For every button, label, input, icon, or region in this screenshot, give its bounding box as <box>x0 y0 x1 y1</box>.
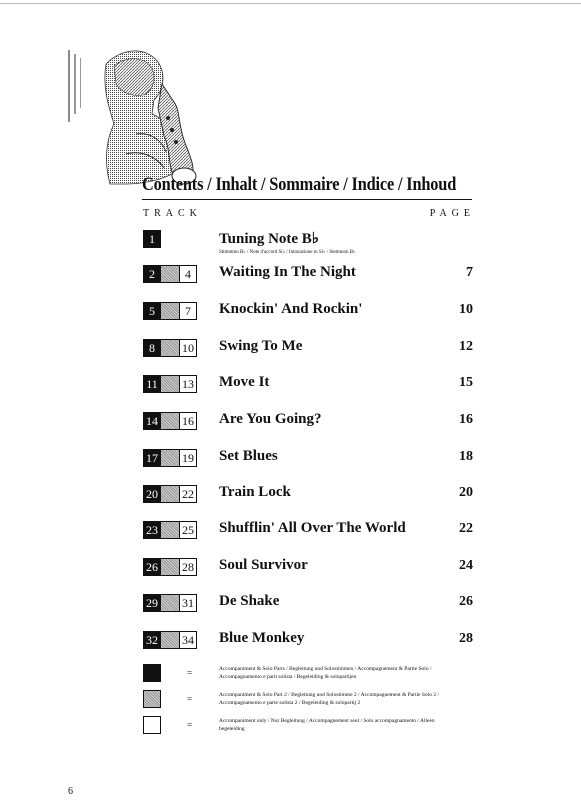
track-boxes <box>143 485 197 503</box>
entry-title: Set Blues <box>219 448 278 464</box>
track-middle-box <box>161 521 179 539</box>
track-column-label: TRACK <box>143 208 202 219</box>
entry-title: Soul Survivor <box>219 557 308 573</box>
page-column-label: PAGE <box>429 208 475 219</box>
entry-title: De Shake <box>219 593 280 609</box>
track-start-box: 20 <box>143 485 161 503</box>
track-start-box: 17 <box>143 449 161 467</box>
track-middle-box <box>161 449 179 467</box>
entry-page-number: 22 <box>459 521 473 536</box>
entry-page-number: 15 <box>459 375 473 390</box>
track-start-box: 14 <box>143 412 161 430</box>
track-middle-box <box>161 558 179 576</box>
track-middle-box <box>161 339 179 357</box>
track-middle-box <box>161 485 179 503</box>
track-end-box: 16 <box>179 412 197 430</box>
entry-title: Move It <box>219 374 270 390</box>
legend-text: Accompaniment & Solo Parts / Begleitung und Solostimmen / Accompagnement & Partie Solo / Accompagnamento e parti solista / Begeleiding & solopartijen <box>219 666 432 680</box>
contents-entry <box>143 339 473 359</box>
track-end-box: 25 <box>179 521 197 539</box>
page-folio: 6 <box>68 786 73 797</box>
track-start-box: 29 <box>143 594 161 612</box>
legend-swatch-black <box>143 664 161 682</box>
contents-entry <box>143 449 473 469</box>
entry-title: Train Lock <box>219 484 291 500</box>
heading-underline <box>142 199 472 200</box>
entry-page-number: 24 <box>459 558 473 573</box>
entry-title: Knockin' And Rockin' <box>219 301 363 317</box>
contents-entry <box>143 558 473 578</box>
track-middle-box <box>161 412 179 430</box>
contents-entry-tuning-note <box>143 230 473 255</box>
track-end-box: 31 <box>179 594 197 612</box>
contents-entry <box>143 375 473 395</box>
track-boxes <box>143 412 197 430</box>
entry-title: Are You Going? <box>219 411 322 427</box>
track-middle-box <box>161 302 179 320</box>
track-end-box: 4 <box>179 265 197 283</box>
legend-equals: = <box>187 668 193 678</box>
contents-entry <box>143 412 473 432</box>
top-edge-line <box>0 3 581 4</box>
entry-page-number: 10 <box>459 302 473 317</box>
track-end-box: 7 <box>179 302 197 320</box>
track-end-box: 19 <box>179 449 197 467</box>
legend-equals: = <box>187 694 193 704</box>
entry-title: Waiting In The Night <box>219 264 356 280</box>
entry-page-number: 7 <box>466 265 473 280</box>
track-middle-box <box>161 375 179 393</box>
legend-text: Accompaniment & Solo Part 2 / Begleitung und Solostimme 2 / Accompagnement & Partie Solo 2 / Accompagnamento e parte solista 2 / Begeleiding & solopartij 2 <box>219 692 439 706</box>
track-boxes <box>143 521 197 539</box>
track-end-box: 13 <box>179 375 197 393</box>
track-boxes <box>143 449 197 467</box>
entry-page-number: 12 <box>459 339 473 354</box>
entry-subtitle: Stimmton B♭ / Note d'accord Si♭ / Intonazione in Si♭ / Stemtoon B♭ <box>219 250 356 255</box>
track-end-box: 34 <box>179 631 197 649</box>
track-middle-box <box>161 631 179 649</box>
legend-swatch-gray <box>143 690 161 708</box>
saxophone-player-illustration <box>66 44 226 190</box>
legend-text: Accompaniment only / Nur Begleitung / Accompagnement seul / Solo accompagnamento / Alleen begeleiding <box>219 718 435 732</box>
legend-swatch-white <box>143 716 161 734</box>
track-boxes <box>143 265 197 283</box>
track-end-box: 28 <box>179 558 197 576</box>
track-middle-box <box>161 594 179 612</box>
track-start-box: 26 <box>143 558 161 576</box>
track-start-box: 32 <box>143 631 161 649</box>
entry-title: Shufflin' All Over The World <box>219 520 406 536</box>
contents-entry <box>143 594 473 614</box>
track-boxes <box>143 631 197 649</box>
track-boxes <box>143 302 197 320</box>
track-middle-box <box>161 265 179 283</box>
entry-title: Tuning Note B♭ <box>219 231 319 247</box>
entry-page-number: 16 <box>459 412 473 427</box>
entry-title: Blue Monkey <box>219 630 305 646</box>
entry-page-number: 28 <box>459 631 473 646</box>
entry-page-number: 20 <box>459 485 473 500</box>
track-start-box: 2 <box>143 265 161 283</box>
track-boxes <box>143 594 197 612</box>
track-start-box: 5 <box>143 302 161 320</box>
track-boxes <box>143 558 197 576</box>
track-boxes <box>143 230 161 248</box>
contents-entry <box>143 265 473 285</box>
contents-heading: Contents / Inhalt / Sommaire / Indice / Inhoud <box>142 174 457 195</box>
contents-entry <box>143 485 473 505</box>
track-start-box: 23 <box>143 521 161 539</box>
contents-entry <box>143 631 473 651</box>
track-boxes <box>143 375 197 393</box>
contents-entry <box>143 521 473 541</box>
contents-entry <box>143 302 473 322</box>
entry-page-number: 26 <box>459 594 473 609</box>
entry-title: Swing To Me <box>219 338 303 354</box>
track-start-box: 11 <box>143 375 161 393</box>
entry-page-number: 18 <box>459 449 473 464</box>
track-end-box: 10 <box>179 339 197 357</box>
legend-equals: = <box>187 720 193 730</box>
track-end-box: 22 <box>179 485 197 503</box>
track-start-box: 1 <box>143 230 161 248</box>
track-start-box: 8 <box>143 339 161 357</box>
track-boxes <box>143 339 197 357</box>
